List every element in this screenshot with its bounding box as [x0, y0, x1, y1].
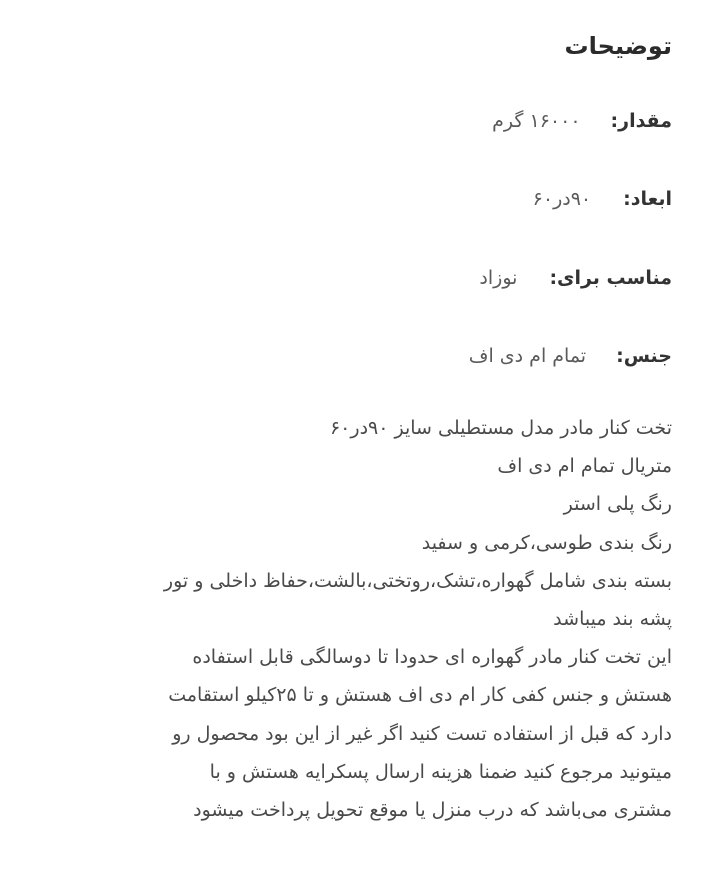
- description-line: هستش و جنس کفی کار ام دی اف هستش و تا ۲۵کیلو استقامت: [168, 684, 672, 707]
- attribute-row-dimensions: [533, 184, 672, 214]
- description-text: [40, 409, 672, 829]
- attribute-value: نوزاد: [479, 267, 518, 289]
- attribute-key: ابعاد:: [623, 188, 672, 210]
- description-line: رنگ بندی طوسی،کرمی و سفید: [421, 531, 672, 554]
- attribute-key: مناسب برای:: [549, 267, 672, 289]
- description-line: پشه بند میباشد: [553, 608, 672, 631]
- attribute-value: ۱۶۰۰۰ گرم: [492, 110, 581, 132]
- attribute-key: مقدار:: [610, 110, 672, 132]
- description-line: رنگ پلی استر: [563, 493, 672, 516]
- attribute-row-material: [469, 341, 672, 371]
- description-line: مشتری می‌باشد که درب منزل یا موقع تحویل پرداخت میشود: [193, 799, 672, 822]
- description-line: این تخت کنار مادر گهواره ای حدودا تا دوسالگی قابل استفاده: [192, 646, 672, 669]
- attribute-row-quantity: [492, 106, 672, 136]
- attribute-row-suitable-for: [479, 263, 672, 293]
- description-line: دارد که قبل از استفاده تست کنید اگر غیر از این بود محصول رو: [172, 722, 672, 745]
- description-line: بسته بندی شامل گهواره،تشک،روتختی،بالشت،حفاظ داخلی و تور: [163, 569, 672, 592]
- attribute-value: تمام ام دی اف: [468, 345, 587, 367]
- attribute-key: جنس:: [616, 345, 672, 367]
- description-line: میتونید مرجوع کنید ضمنا هزینه ارسال پسکرایه هستش و با: [209, 760, 672, 783]
- section-title: توضیحات: [564, 32, 672, 60]
- description-line: متریال تمام ام دی اف: [497, 455, 672, 478]
- description-line: تخت کنار مادر مدل مستطیلی سایز ۹۰در۶۰: [329, 417, 672, 439]
- attribute-value: ۹۰در۶۰: [532, 188, 592, 210]
